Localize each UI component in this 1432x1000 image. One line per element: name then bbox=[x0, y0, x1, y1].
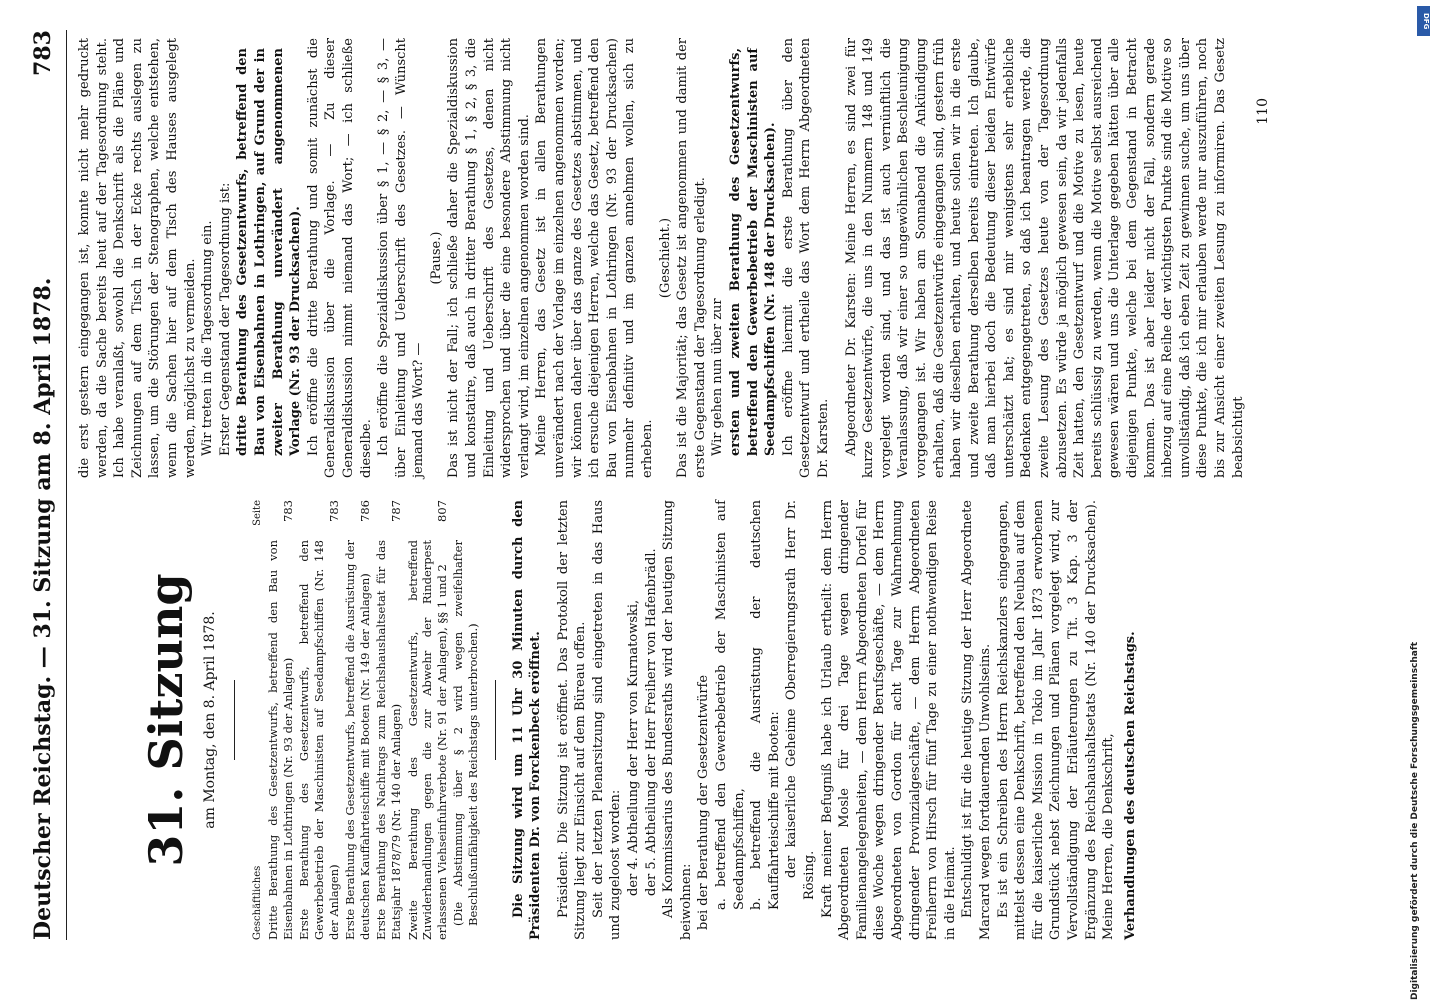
toc-header bbox=[249, 500, 267, 940]
toc-item-text: Erste Berathung des Gesetzentwurfs, betreffend den Gewerbebetrieb der Maschinisten auf Seedampfschiffen (Nr. 148 der Anlagen) bbox=[297, 540, 341, 940]
page-header bbox=[22, 30, 67, 940]
agenda-item: ersten und zweiten Berathung des Gesetzentwurfs, betreffend den Gewerbebetrieb der Maschinisten auf Seedampfschiffen (Nr. 148 der Drucksachen). bbox=[727, 48, 779, 456]
paragraph: die erst gestern eingegangen ist, konnte nicht mehr gedruckt werden, da die Sache bereits heut auf der Tagesordnung steht. Ich habe veranlaßt, sowohl die Denkschrift als die Pläne und Zeichnungen auf dem Tisch in der Ecke rechts auslegen zu lassen, um die Störungen der Stenographen, welche entstehen, wenn die Sachen hier auf dem Tisch des Hauses ausgelegt werden, möglichst zu vermeiden. bbox=[77, 38, 198, 478]
dfg-logo: DFG bbox=[1417, 6, 1430, 36]
left-column bbox=[76, 500, 1139, 940]
paragraph: a. betreffend den Gewerbebetrieb der Maschinisten auf Seedampfschiffen, bbox=[714, 500, 747, 910]
toc-item-text: Erste Berathung des Gesetzentwurfs, betreffend die Ausrüstung der deutschen Kauffahrteischiffe mit Booten (Nr. 149 der Anlagen) bbox=[343, 540, 372, 940]
paragraph: Ich eröffne hiermit die erste Berathung über den Gesetzentwurf und ertheile das Wort dem Herrn Abgeordneten Dr. Karsten. bbox=[780, 38, 831, 478]
toc-item-page: 786 bbox=[357, 500, 372, 522]
opening-paragraph: Die Sitzung wird um 11 Uhr 30 Minuten durch den Präsidenten Dr. von Forckenbeck eröffnet. bbox=[510, 500, 544, 940]
paragraph: Das ist nicht der Fall; ich schließe daher die Spezialdiskussion und konstatire, daß auch in dritter Berathung § 1, § 2, § 3, die Einleitung und Ueberschrift des Gesetzes, denen nicht widersprochen und über die eine besondere Abstimmung nicht verlangt wird, im einzelnen angenommen worden sind. bbox=[446, 38, 532, 478]
toc-item bbox=[297, 500, 341, 940]
paragraph: Entschuldigt ist für die heutige Sitzung der Herr Abgeordnete Marcard wegen fortdauernden Unwohlseins. bbox=[960, 500, 993, 940]
paragraph: Wir treten in die Tagesordnung ein. bbox=[200, 220, 216, 456]
stage-direction: (Geschieht.) bbox=[657, 217, 673, 299]
signature-mark: 110 bbox=[1255, 98, 1272, 125]
toc-item bbox=[374, 500, 403, 940]
paragraph: Ich eröffne die dritte Berathung und somit zunächst die Generaldiskussion über die Vorlage. — Zu dieser Generaldiskussion nimmt niemand das Wort; — ich schließe dieselbe. bbox=[305, 38, 374, 478]
toc-note: (Die Abstimmung über § 2 wird wegen zweifelhafter Beschlußunfähigkeit des Reichstags unterbrochen.) bbox=[451, 540, 480, 926]
paragraph: Präsident: Die Sitzung ist eröffnet. Das Protokoll der letzten Sitzung liegt zur Einsicht auf dem Büreau offen. bbox=[555, 500, 589, 940]
divider bbox=[495, 680, 496, 760]
paragraph: Ich eröffne die Spezialdiskussion über § 1, — § 2, — § 3, — über Einleitung und Ueberschrift des Gesetzes. — Wünscht jemand das Wort? — bbox=[376, 38, 427, 478]
agenda-item: dritte Berathung des Gesetzentwurfs, betreffend den Bau von Eisenbahnen in Lothringen, auf Grund der in zweiter Berathung unverändert angenommenen Vorlage (Nr. 93 der Drucksachen). bbox=[235, 48, 304, 456]
paragraph: Meine Herren, das Gesetz ist in allen Berathungen unverändert nach der Vorlage im einzelnen angenommen worden; wir können daher über das ganze des Gesetzes abstimmen, und ich ersuche diejenigen Herren, welche das Gesetz, betreffend den Bau von Eisenbahnen in Lothringen (Nr. 93 der Drucksachen) nunmehr definitiv und im ganzen annehmen wollen, sich zu erheben. bbox=[534, 38, 655, 478]
session-date: am Montag, den 8. April 1878. bbox=[202, 611, 218, 829]
paragraph: Wir gehen nun über zur bbox=[710, 298, 726, 456]
toc-list bbox=[266, 500, 480, 940]
paragraph: bei der Berathung der Gesetzentwürfe bbox=[696, 674, 712, 930]
header-title: Deutscher Reichstag. — 31. Sitzung am 8. April 1878. bbox=[30, 277, 56, 940]
toc-item-page: 807 bbox=[434, 500, 449, 522]
toc-item bbox=[343, 500, 372, 940]
paragraph: Kraft meiner Befugniß habe ich Urlaub ertheilt: dem Herrn Abgeordneten Mosle für drei Tage wegen dringender Familienangelegenheiten, — dem Herrn Abgeordneten Dorfel für diese Woche wegen dringender Berufsgeschäfte, — dem Herrn Abgeordneten von Gordon für acht Tage zur Wahrnehmung dringender Provinzialgeschäfte, — dem Herrn Abgeordneten Freiherrn von Hirsch für fünf Tage zu einer nothwendigen Reise in die Heimat. bbox=[819, 500, 958, 940]
paragraph: Es ist ein Schreiben des Herrn Reichskanzlers eingegangen, mittelst dessen eine Denkschrift, betreffend den Neubau auf dem für die kaiserliche Mission in Tokio im Jahr 1873 erworbenen Grundstück nebst Zeichnungen und Plänen vorgelegt wird, zur Vervollständigung der Erläuterungen zu Tit. 3 Kap. 3 der Ergänzung des Reichshaushaltsetats (Nr. 140 der Drucksachen). Meine Herren, die Denkschrift, bbox=[995, 500, 1117, 940]
toc-item-page: 783 bbox=[280, 500, 295, 522]
divider bbox=[234, 680, 235, 760]
paragraph: b. betreffend die Ausrüstung der deutschen Kauffahrteischiffe mit Booten: bbox=[749, 500, 782, 910]
right-column bbox=[76, 38, 1273, 478]
paragraph: der 5. Abtheilung der Herr Freiherr von Hafenbrädl. bbox=[643, 548, 659, 896]
toc-item-page: 787 bbox=[388, 500, 403, 522]
paragraph: der kaiserliche Geheime Oberregierungsrath Herr Dr. Rösing. bbox=[784, 500, 817, 900]
stage-direction: (Pause.) bbox=[428, 231, 444, 285]
toc-page-label: Seite bbox=[251, 500, 263, 526]
toc-item-page: 783 bbox=[326, 500, 341, 522]
toc-item-text: Erste Berathung des Nachtrags zum Reichshaushaltsetat für das Etatsjahr 1878/79 (Nr. 140 der Anlagen) bbox=[374, 540, 403, 940]
digitization-credit: Digitalisierung gefördert durch die Deutsche Forschungsgemeinschaft bbox=[1410, 641, 1420, 1000]
paragraph: Als Kommissarius des Bundesraths wird der heutigen Sitzung beiwohnen: bbox=[661, 500, 694, 940]
speech-paragraph: Abgeordneter Dr. Karsten: Meine Herren, es sind zwei für kurze Gesetzentwürfe, die uns in den Nummern 148 und 149 vorgelegt worden sind, und das ist auch vernünftlich die Veranlassung, daß wir einer so ungewöhnlichen Beschleunigung vorgegangen ist. Wir haben am Sonnabend die Ankündigung erhalten, daß die Gesetzentwürfe eingegangen sind, gestern früh haben wir dieselben erhalten, und heute sollen wir in die erste und zweite Berathung derselben bereits eintreten. Ich glaube, daß man hierbei doch die Bedeutung dieser beiden Entwürfe unterschätzt hat; es sind mir wenigstens sehr erhebliche Bedenken entgegengetreten, so daß ich beantragen werde, die zweite Lesung des Gesetzes heute von der Tagesordnung abzusetzen. Es würde ja möglich gewesen sein, da wir jedenfalls Zeit hatten, den Gesetzentwurf und die Motive zu lesen, heute bereits schlüssig zu werden, wenn die Motive selbst ausreichend gewesen wären und uns die Unterlage gegeben hätten über alle diejenigen Punkte, welche bei dem Gegenstand in Betracht kommen. Das ist aber leider nicht der Fall, sondern gerade inbezug auf eine Reihe der wichtigsten Punkte sind die Motive so unvollständig, daß ich eben Zeit zu gewinnen suche, um uns über diese Punkte, die ich mir erlauben werde nur auszuführen, noch bis zur Ansicht einer zweiten Lesung zu informiren. Das Gesetz beabsichtigt bbox=[843, 38, 1246, 478]
toc-item-text: Dritte Berathung des Gesetzentwurfs, betreffend den Bau von Eisenbahnen in Lothringen (Nr. 93 der Anlagen) bbox=[266, 540, 295, 940]
session-title: 31. Sitzung bbox=[139, 573, 193, 867]
paragraph: der 4. Abtheilung der Herr von Kurnatowski, bbox=[626, 599, 642, 896]
paragraph: Das ist die Majorität; das Gesetz ist angenommen und damit der erste Gegenstand der Tagesordnung erledigt. bbox=[675, 38, 708, 478]
page-number: 783 bbox=[30, 30, 56, 76]
toc-item-text: Zweite Berathung des Gesetzentwurfs, betreffend Zuwiderhandlungen gegen die zur Abwehr der Rinderpest erlassenen Viehseinfuhrverbote (Nr. 91 der Anlagen), §§ 1 und 2 bbox=[405, 540, 449, 940]
paragraph: Erster Gegenstand der Tagesordnung ist: bbox=[217, 182, 233, 456]
publication-footer: Verhandlungen des deutschen Reichstags. bbox=[1122, 631, 1138, 940]
toc-item bbox=[266, 500, 295, 940]
paragraph: Seit der letzten Plenarsitzung sind eingetreten in das Haus und zugeloost worden: bbox=[590, 500, 624, 940]
toc-label: Geschäftliches bbox=[251, 865, 263, 940]
toc-item bbox=[406, 500, 450, 940]
